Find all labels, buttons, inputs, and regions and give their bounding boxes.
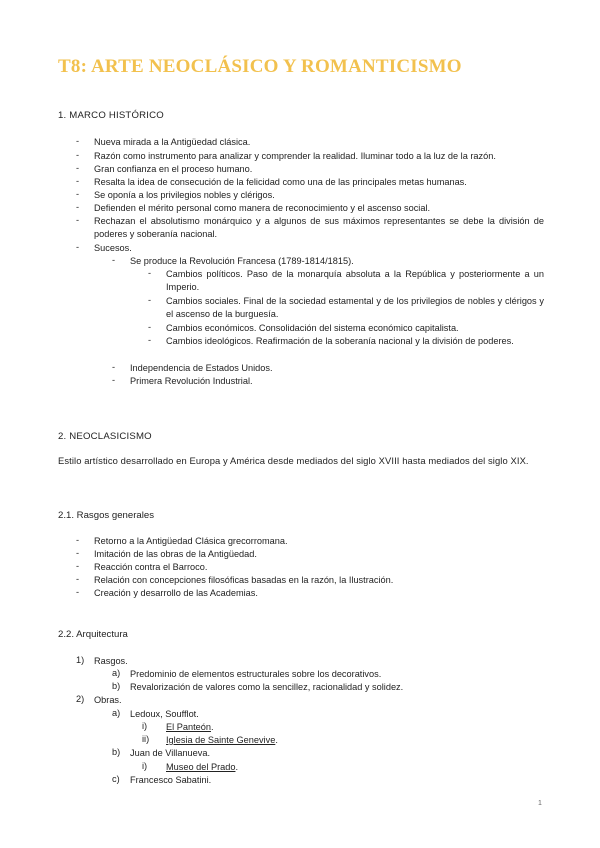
roman-item: i) El Panteón. (142, 721, 214, 732)
roman-marker: i) (142, 761, 148, 771)
list-item: - Se oponía a los privilegios nobles y clérigos. (76, 189, 275, 200)
dash-marker: - (148, 268, 152, 278)
list-item: - Creación y desarrollo de las Academias. (76, 587, 258, 598)
subsection-heading-rasgos: 2.1. Rasgos generales (58, 510, 154, 521)
list-item: - Cambios políticos. Paso de la monarquía absoluta a la República y posteriormente a un Imperio. (148, 268, 544, 292)
list-item: - Cambios económicos. Consolidación del sistema económico capitalista. (148, 322, 459, 333)
dash-marker: - (148, 295, 152, 305)
number-marker: 1) (76, 655, 85, 665)
lettered-item: b) Revalorización de valores como la sencillez, racionalidad y solidez. (112, 681, 404, 692)
letter-marker: a) (112, 668, 121, 678)
list-item: - Imitación de las obras de la Antigüedad. (76, 548, 257, 559)
dash-marker: - (148, 335, 152, 345)
list-item: - Reacción contra el Barroco. (76, 561, 208, 572)
dash-marker: - (76, 535, 80, 545)
dash-marker: - (112, 362, 116, 372)
section-heading-neoclasicismo: 2. NEOCLASICISMO (58, 431, 152, 442)
number-marker: 2) (76, 694, 85, 704)
lettered-item: a) Predominio de elementos estructurales sobre los decorativos. (112, 668, 382, 679)
list-item: - Sucesos. (76, 242, 132, 253)
dash-marker: - (112, 375, 116, 385)
obra-link-museo-prado: Museo del Prado (166, 762, 236, 772)
list-item: - Independencia de Estados Unidos. (112, 362, 273, 373)
list-item: - Relación con concepciones filosóficas basadas en la razón, la Ilustración. (76, 574, 394, 585)
list-item: - Gran confianza en el proceso humano. (76, 163, 253, 174)
dash-marker: - (76, 163, 80, 173)
dash-marker: - (112, 255, 116, 265)
list-item: - Defienden el mérito personal como manera de reconocimiento y el ascenso social. (76, 202, 431, 213)
letter-marker: c) (112, 774, 120, 784)
list-item: - Resalta la idea de consecución de la felicidad como una de las principales metas humanas. (76, 176, 467, 187)
page-number: 1 (538, 800, 542, 807)
document-title: T8: ARTE NEOCLÁSICO Y ROMANTICISMO (58, 56, 462, 77)
numbered-item: 1) Rasgos. (76, 655, 128, 666)
dash-marker: - (76, 189, 80, 199)
lettered-item: b) Juan de Villanueva. (112, 747, 211, 758)
obra-link-panteon: El Panteón (166, 722, 211, 732)
roman-marker: ii) (142, 734, 150, 744)
intro-paragraph: Estilo artístico desarrollado en Europa y América desde mediados del siglo XVIII hasta mediados del siglo XIX. (58, 455, 529, 466)
list-item: - Nueva mirada a la Antigüedad clásica. (76, 136, 251, 147)
roman-marker: i) (142, 721, 148, 731)
numbered-item: 2) Obras. (76, 694, 122, 705)
subsection-heading-arquitectura: 2.2. Arquitectura (58, 629, 128, 640)
dash-marker: - (76, 176, 80, 186)
dash-marker: - (76, 215, 80, 225)
list-item: - Cambios sociales. Final de la sociedad estamental y de los privilegios de nobles y clérigos y el ascenso de la burguesía. (148, 295, 544, 319)
letter-marker: b) (112, 747, 121, 757)
dash-marker: - (76, 587, 80, 597)
roman-item: ii) Iglesia de Sainte Genevive. (142, 734, 278, 745)
letter-marker: a) (112, 708, 121, 718)
roman-item: i) Museo del Prado. (142, 761, 239, 772)
lettered-item: c) Francesco Sabatini. (112, 774, 212, 785)
dash-marker: - (76, 150, 80, 160)
list-item: - Retorno a la Antigüedad Clásica grecorromana. (76, 535, 288, 546)
dash-marker: - (76, 202, 80, 212)
lettered-item: a) Ledoux, Soufflot. (112, 708, 199, 719)
section-heading-marco-historico: 1. MARCO HISTÓRICO (58, 110, 164, 121)
list-item: - Primera Revolución Industrial. (112, 375, 253, 386)
list-item: - Cambios ideológicos. Reafirmación de la soberanía nacional y la división de poderes. (148, 335, 514, 346)
obra-link-sainte-genevive: Iglesia de Sainte Genevive (166, 735, 276, 745)
dash-marker: - (148, 322, 152, 332)
dash-marker: - (76, 136, 80, 146)
list-item: - Razón como instrumento para analizar y comprender la realidad. Iluminar todo a la luz de la razón. (76, 150, 496, 161)
dash-marker: - (76, 561, 80, 571)
dash-marker: - (76, 242, 80, 252)
dash-marker: - (76, 574, 80, 584)
letter-marker: b) (112, 681, 121, 691)
dash-marker: - (76, 548, 80, 558)
list-item: - Rechazan el absolutismo monárquico y a algunos de sus máximos representantes se debe la división de poderes y soberanía nacional. (76, 215, 544, 239)
list-item: - Se produce la Revolución Francesa (1789-1814/1815). (112, 255, 354, 266)
